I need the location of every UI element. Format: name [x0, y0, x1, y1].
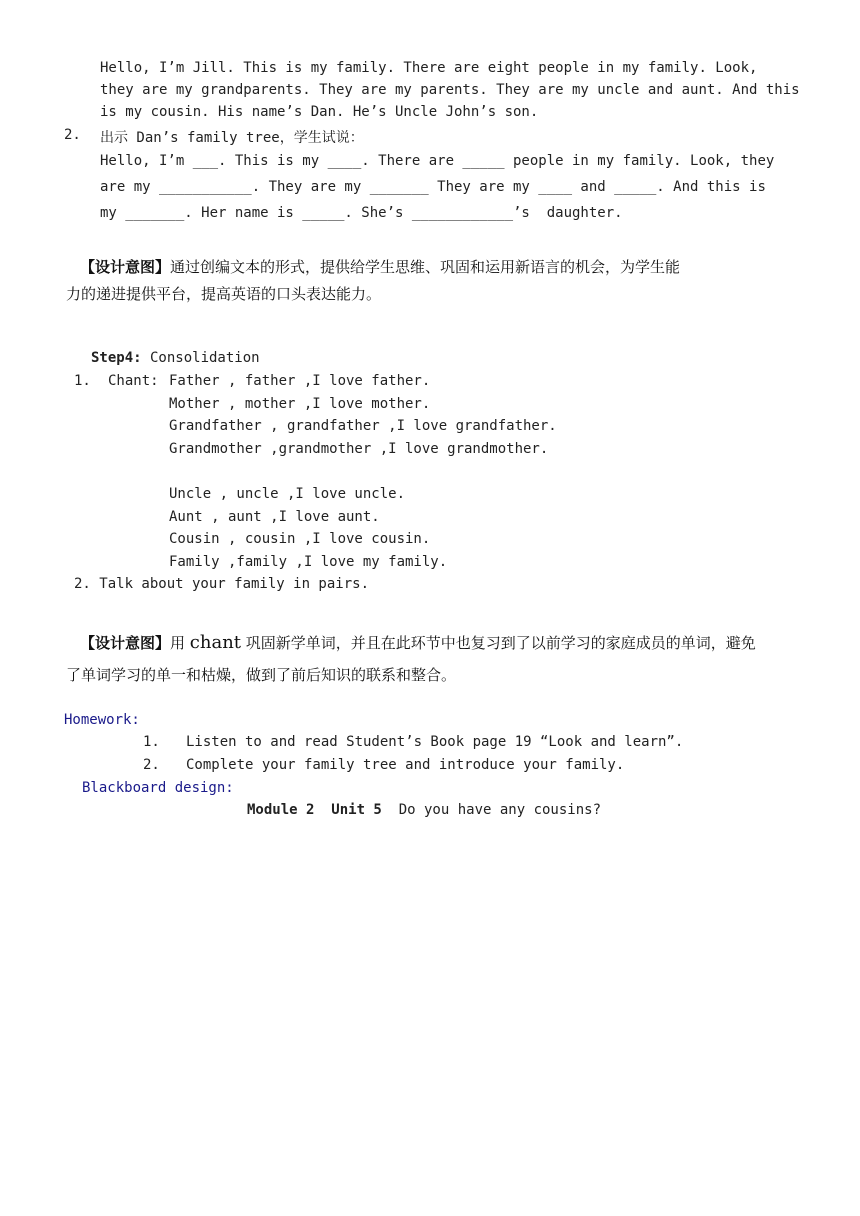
homework-item-text: Complete your family tree and introduce your family.: [186, 757, 625, 773]
intro-paragraph-line: they are my grandparents. They are my parents. They are my uncle and aunt. And this: [100, 82, 800, 98]
blackboard-heading-module: Module 2 Unit 5: [247, 802, 382, 818]
fill-in-line: my _______. Her name is _____. She’s ____________’s daughter.: [100, 205, 623, 221]
list-item: 2. Talk about your family in pairs.: [74, 576, 370, 592]
design-intent-1-line1: [80, 256, 680, 277]
step4-title: Step4:: [91, 350, 142, 366]
chant-line: Mother , mother ,I love mother.: [169, 396, 431, 412]
chant-line: Grandfather , grandfather ,I love grandfather.: [169, 418, 557, 434]
blackboard-title: Blackboard design:: [82, 780, 234, 796]
design-intent-2-line2: 了单词学习的单一和枯燥，做到了前后知识的联系和整合。: [66, 666, 457, 684]
fill-in-line: Hello, I’m ___. This is my ____. There are _____ people in my family. Look, they: [100, 153, 775, 169]
design-intent-text: 用: [170, 634, 190, 652]
homework-title: Homework:: [64, 712, 140, 728]
design-intent-label: 【设计意图】: [80, 634, 171, 652]
chant-line: Family ,family ,I love my family.: [169, 554, 448, 570]
homework-item-number: 1.: [143, 734, 160, 750]
list-item-text: 出示 Dan’s family tree，学生试说：: [100, 130, 364, 146]
intro-paragraph-line: is my cousin. His name’s Dan. He’s Uncle John’s son.: [100, 104, 539, 120]
chant-line: Aunt , aunt ,I love aunt.: [169, 509, 380, 525]
design-intent-text: 通过创编文本的形式，提供给学生思维、巩固和运用新语言的机会，为学生能: [170, 258, 681, 276]
list-item-number: 2.: [64, 127, 81, 143]
chant-line: Father , father ,I love father.: [169, 373, 431, 389]
homework-item-text: Listen to and read Student’s Book page 19 “Look and learn”.: [186, 734, 684, 750]
chant-word: chant: [189, 632, 242, 653]
intro-paragraph-line: Hello, I’m Jill. This is my family. There are eight people in my family. Look,: [100, 60, 758, 76]
blackboard-heading-question: Do you have any cousins?: [381, 802, 602, 818]
homework-item-number: 2.: [143, 757, 160, 773]
blackboard-heading: [247, 802, 601, 818]
design-intent-2-line1: [80, 632, 756, 653]
chant-line: Grandmother ,grandmother ,I love grandmother.: [169, 441, 549, 457]
design-intent-1-line2: 力的递进提供平台，提高英语的口头表达能力。: [66, 285, 382, 303]
step4-heading: [91, 350, 260, 366]
step4-title-rest: Consolidation: [141, 350, 260, 366]
list-item-number: 1.: [74, 373, 91, 389]
chant-line: Cousin , cousin ,I love cousin.: [169, 531, 431, 547]
chant-line: Uncle , uncle ,I love uncle.: [169, 486, 406, 502]
design-intent-text: 巩固新学单词，并且在此环节中也复习到了以前学习的家庭成员的单词，避免: [241, 634, 756, 652]
chant-label: Chant:: [108, 373, 159, 389]
design-intent-label: 【设计意图】: [80, 258, 171, 276]
fill-in-line: are my ___________. They are my _______ They are my ____ and _____. And this is: [100, 179, 766, 195]
